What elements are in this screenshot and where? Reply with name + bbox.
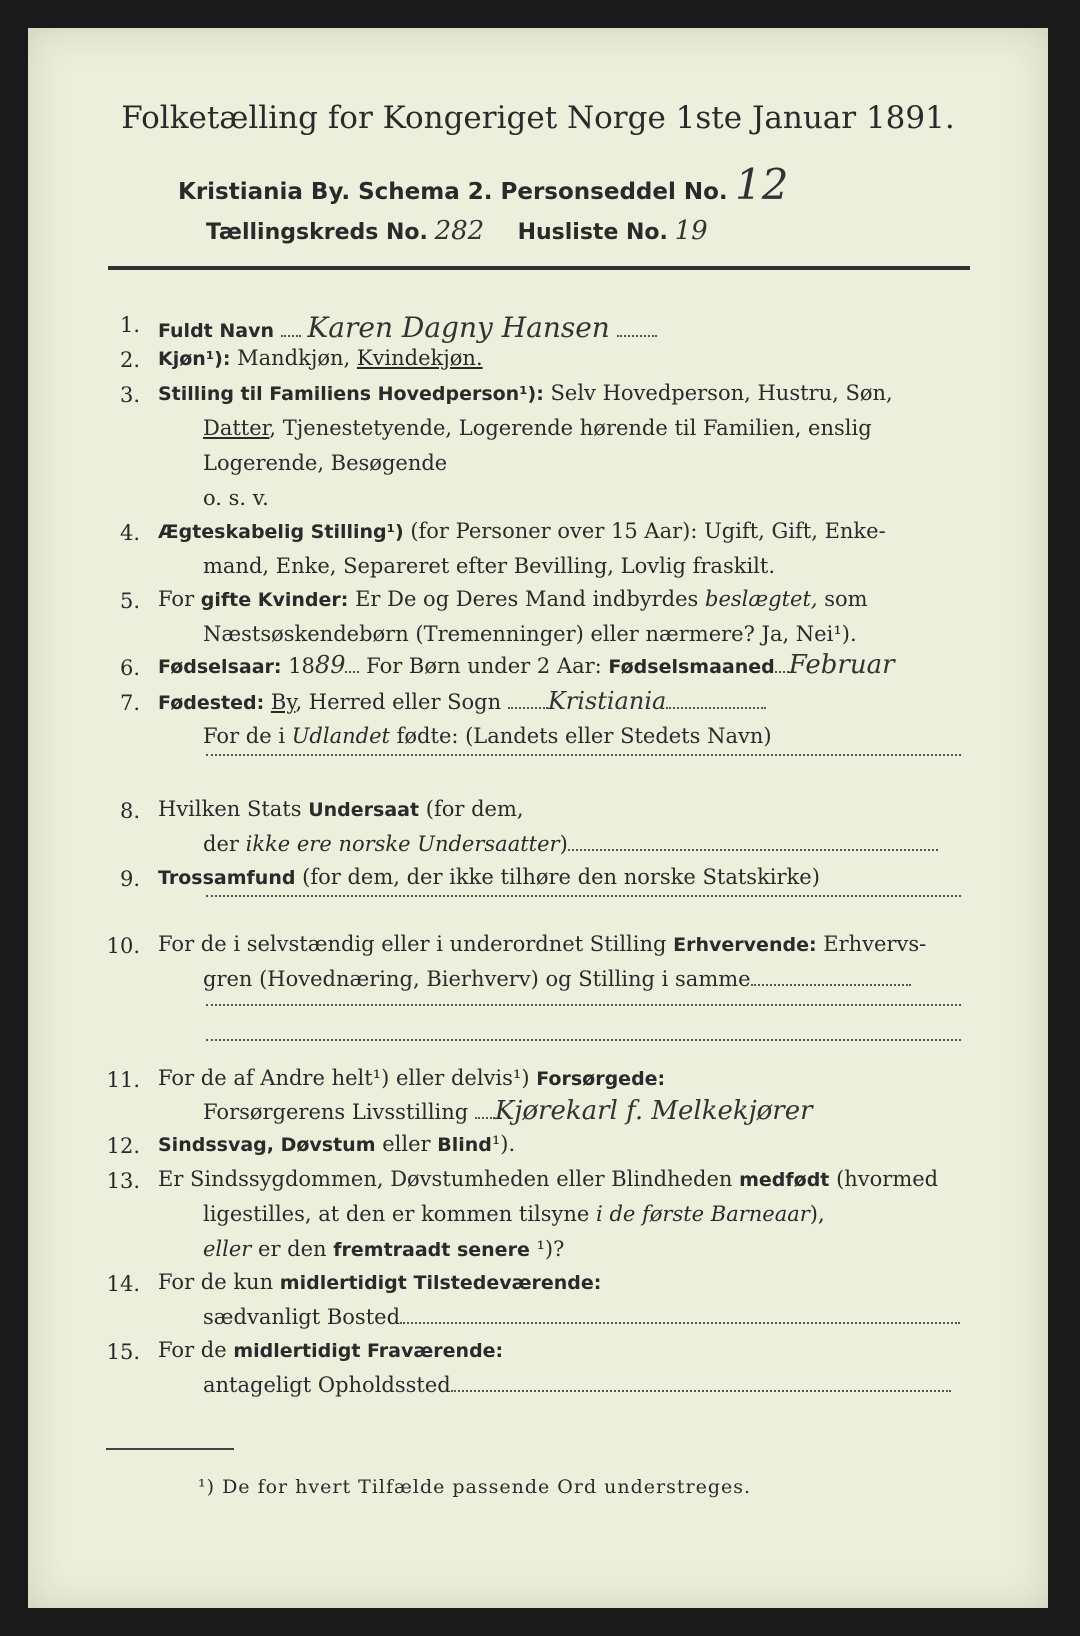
q14-text2: sædvanligt Bosted: [203, 1305, 401, 1329]
item-number: 6.: [119, 656, 140, 680]
q7-underlined: By: [270, 690, 296, 714]
item-number: 13.: [106, 1169, 140, 1193]
q5-line1: [158, 587, 868, 611]
q5-text-italic: beslægtet,: [705, 587, 818, 611]
q4-text2: mand, Enke, Separeret efter Bevilling, Lovlig fraskilt.: [203, 554, 776, 578]
q2-label: Kjøn¹):: [158, 348, 231, 370]
q8-text2-italic: ikke ere norske Undersaatter: [245, 832, 560, 856]
q15-label: midlertidigt Fraværende:: [233, 1340, 504, 1362]
q13-line2: [203, 1202, 825, 1226]
q5-text-b: Er De og Deres Mand indbyrdes: [355, 587, 699, 611]
q5-text-a: For: [158, 587, 195, 611]
item-number: 11.: [106, 1068, 140, 1092]
q11-line1: [158, 1066, 665, 1090]
census-form: [28, 28, 1048, 1608]
q11-text2: Forsørgerens Livsstilling: [203, 1100, 469, 1124]
q14-label: midlertidigt Tilstedeværende:: [279, 1272, 602, 1294]
q3-label: Stilling til Familiens Hovedperson¹):: [158, 383, 544, 405]
header-rule: [108, 266, 970, 270]
q14-text-a: For de kun: [158, 1270, 274, 1294]
q10-line2: [203, 967, 911, 991]
q10-label: Erhvervende:: [673, 934, 817, 956]
q11-line2: [203, 1096, 813, 1126]
q7-label: Fødested:: [158, 692, 265, 714]
q5-label: gifte Kvinder:: [200, 589, 349, 611]
q2-text: Mandkjøn,: [237, 346, 351, 370]
q1-name-value: Karen Dagny Hansen: [307, 311, 610, 344]
q13-text2a: ligestilles, at den er kommen tilsyne: [203, 1202, 590, 1226]
q6-line: [158, 650, 895, 680]
q7-blank-line: [206, 740, 961, 756]
q3-line2: [203, 416, 872, 440]
item-number: 15.: [106, 1340, 140, 1364]
item-number: 14.: [106, 1272, 140, 1296]
item-number: 3.: [119, 383, 140, 407]
q7-text: , Herred eller Sogn: [295, 690, 502, 714]
q8-line2: [203, 832, 938, 856]
q7-birthplace-value: Kristiania: [547, 687, 667, 715]
q10-text-b: Erhvervs-: [823, 932, 927, 956]
q7-line1: [158, 687, 766, 715]
q11-provider-value: Kjørekarl f. Melkekjører: [494, 1096, 813, 1126]
q4-text1: (for Personer over 15 Aar): Ugift, Gift, Enke-: [410, 519, 886, 543]
q6-year-value: 89: [314, 651, 346, 679]
q3-text4: o. s. v.: [203, 486, 269, 510]
q10-text2: gren (Hovednæring, Bierhverv) og Stilling i samme: [203, 967, 751, 991]
q10-text-a: For de i selvstændig eller i underordnet Stilling: [158, 932, 667, 956]
q3-text2: , Tjenestetyende, Logerende hørende til Familien, enslig: [269, 416, 872, 440]
q8-text-a: Hvilken Stats: [158, 797, 302, 821]
q1-line: [158, 311, 657, 344]
q3-underlined: Datter: [203, 416, 270, 440]
item-number: 12.: [106, 1134, 140, 1158]
q15-line1: [158, 1338, 503, 1362]
q13-label2: fremtraadt senere: [333, 1239, 530, 1261]
q4-label: Ægteskabelig Stilling¹): [158, 521, 404, 543]
personseddel-number: 12: [734, 160, 789, 209]
item-number: 1.: [119, 313, 140, 337]
husliste-label: Husliste No.: [517, 220, 668, 245]
kreds-label: Tællingskreds No.: [206, 220, 428, 245]
q6-label2: Fødselsmaaned: [608, 656, 775, 678]
kreds-line: [206, 216, 708, 246]
q13-text2b: ),: [809, 1202, 825, 1226]
q13-text-a: Er Sindssygdommen, Døvstumheden eller Blindheden: [158, 1167, 733, 1191]
q7-text2b: fødte: (Landets eller Stedets Navn): [396, 724, 772, 748]
item-number: 8.: [119, 799, 140, 823]
q10-blank-line2: [206, 1025, 961, 1041]
item-number: 5.: [119, 589, 140, 613]
q4-line1: [158, 519, 886, 543]
q8-line1: [158, 797, 524, 821]
q15-line2: [203, 1373, 951, 1397]
kreds-number: 282: [434, 216, 485, 246]
q13-label: medfødt: [739, 1169, 830, 1191]
q9-text: (for dem, der ikke tilhøre den norske Statskirke): [302, 865, 820, 889]
q5-text-c: som: [824, 587, 868, 611]
q2-line: [158, 346, 483, 370]
q8-label: Undersaat: [308, 799, 420, 821]
q13-line3: [203, 1237, 564, 1261]
q7-text2a: For de i: [203, 724, 286, 748]
q10-blank-line1: [206, 990, 961, 1006]
q6-text: For Børn under 2 Aar:: [366, 654, 602, 678]
q10-line1: [158, 932, 926, 956]
form-title: Folketælling for Kongeriget Norge 1ste Januar 1891.: [121, 100, 955, 136]
item-number: 2.: [119, 348, 140, 372]
q5-text2: Næstsøskendebørn (Tremenninger) eller nærmere? Ja, Nei¹).: [203, 622, 857, 646]
q12-label: Sindssvag, Døvstum: [158, 1134, 376, 1156]
q11-label: Forsørgede:: [536, 1068, 666, 1090]
q9-blank-line: [206, 881, 961, 897]
husliste-number: 19: [674, 216, 708, 246]
q3-text1: Selv Hovedperson, Hustru, Søn,: [550, 381, 893, 405]
q8-text-b: (for dem,: [425, 797, 524, 821]
item-number: 10.: [106, 934, 140, 958]
q13-text3b: ¹)?: [536, 1237, 565, 1261]
q8-text2a: der: [203, 832, 239, 856]
q14-line2: [203, 1305, 960, 1329]
q12-tail: ¹).: [491, 1132, 516, 1156]
q6-month-value: Februar: [788, 650, 895, 680]
q12-line: [158, 1132, 515, 1156]
item-number: 7.: [119, 691, 140, 715]
q3-line1: [158, 381, 893, 405]
form-subtitle: [178, 160, 788, 209]
q13-text-b: (hvormed: [836, 1167, 939, 1191]
q1-label: Fuldt Navn: [158, 320, 275, 342]
q12-text: eller: [382, 1132, 431, 1156]
q13-line1: [158, 1167, 938, 1191]
q13-text3a: er den: [258, 1237, 327, 1261]
q14-line1: [158, 1270, 601, 1294]
footnote-rule: [106, 1448, 234, 1450]
q3-text3: Logerende, Besøgende: [203, 451, 448, 475]
q6-year-prefix: 18: [288, 654, 315, 678]
q9-label: Trossamfund: [158, 867, 296, 889]
q15-text2: antageligt Opholdssted: [203, 1373, 451, 1397]
footnote: ¹) De for hvert Tilfælde passende Ord understreges.: [198, 1476, 752, 1498]
q13-text2-italic: i de første Barneaar: [596, 1202, 810, 1226]
q7-text2-italic: Udlandet: [291, 724, 390, 748]
q8-text2b: ): [559, 832, 568, 856]
q12-label2: Blind: [437, 1134, 492, 1156]
q11-text-a: For de af Andre helt¹) eller delvis¹): [158, 1066, 530, 1090]
q6-label: Fødselsaar:: [158, 656, 282, 678]
q13-text3-italic: eller: [203, 1237, 252, 1261]
q15-text-a: For de: [158, 1338, 227, 1362]
item-number: 9.: [119, 867, 140, 891]
item-number: 4.: [119, 521, 140, 545]
subtitle-text: Kristiania By. Schema 2. Personseddel No.: [178, 179, 728, 205]
q2-underlined: Kvindekjøn.: [356, 346, 483, 370]
